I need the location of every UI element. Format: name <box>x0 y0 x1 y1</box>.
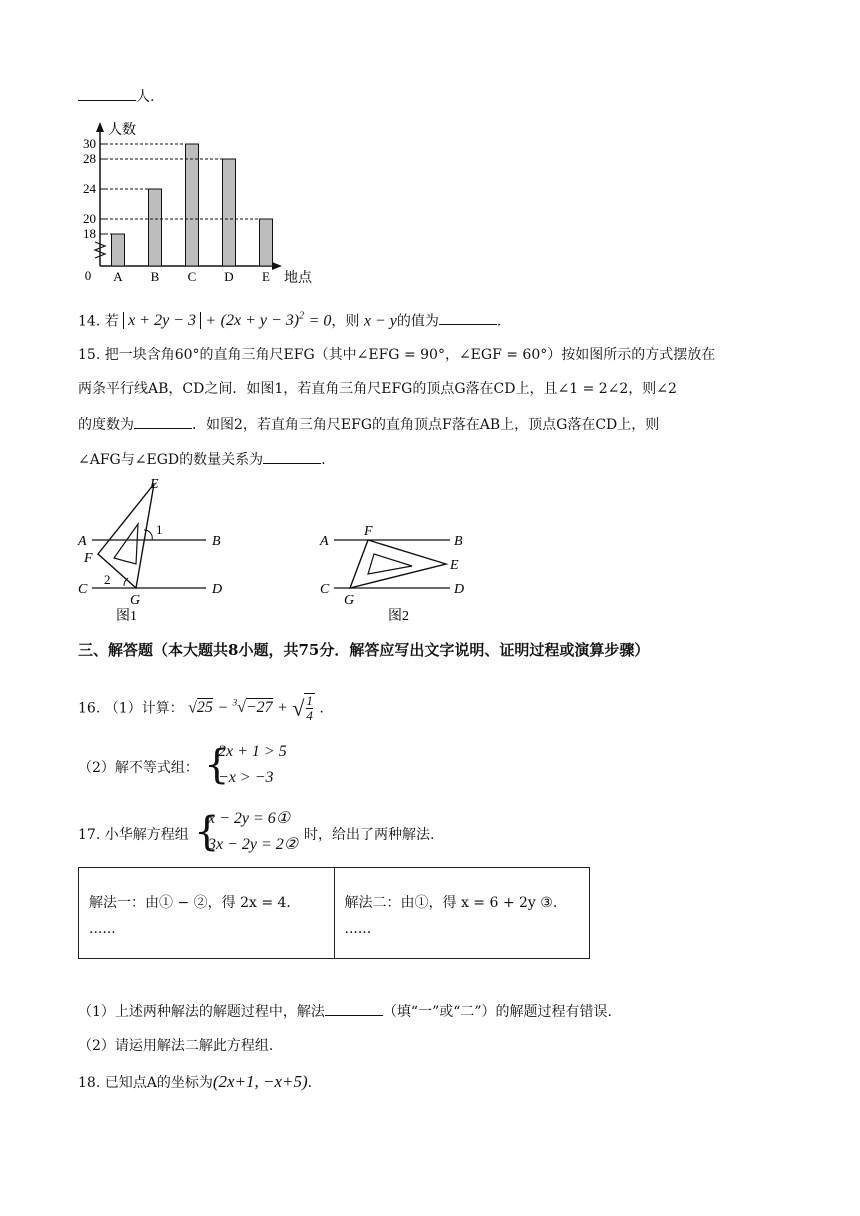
question-14: 14. 若 $x + 2y - 3 + (2x + y - 3)^2 = 0$，则 x − y的值为 . <box>78 311 502 330</box>
q13-tail: 人. <box>78 86 154 107</box>
question-17-part1: （1）上述两种解法的解题过程中，解法 （填“一”或“二”）的解题过程有错误. <box>78 1001 612 1022</box>
svg-text:D: D <box>454 582 465 597</box>
bar-D <box>223 159 236 266</box>
sqrt-fraction: √ $\frac{1}{4}$ <box>292 693 313 724</box>
x-tick-label: A <box>113 269 123 284</box>
svg-text:2: 2 <box>104 572 111 587</box>
svg-text:C: C <box>78 582 88 597</box>
y-tick-label: 20 <box>83 211 96 226</box>
square-expression: $(2x + y - 3)^2$ <box>220 311 305 330</box>
question-15-line2: 两条平行线AB，CD之间．如图1，若直角三角尺EFG的顶点G落在CD上，且∠1 = 2∠2，则∠2 <box>78 381 677 397</box>
question-18: 18. 已知点A的坐标为(2x+1, −x+5). <box>78 1072 313 1091</box>
abs-expression: x + 2y − 3 <box>123 312 201 329</box>
question-16-part1: 16. （1）计算： √25 − $^3$√−27 + √ $\frac{1}{4}$ . <box>78 686 324 720</box>
svg-text:E: E <box>150 477 159 492</box>
question-15-line4: ∠AFG与∠EGD的数量关系为 . <box>78 449 326 470</box>
y-tick-label: 18 <box>83 226 96 241</box>
svg-text:D: D <box>212 582 223 597</box>
y-tick-label: 24 <box>83 181 96 196</box>
x-tick-label: B <box>150 269 160 284</box>
question-17-part2: （2）请运用解法二解此方程组. <box>78 1038 274 1054</box>
svg-text:A: A <box>78 534 87 549</box>
figure-1-caption: 图1 <box>116 609 137 624</box>
svg-text:F: F <box>84 551 93 566</box>
bar-B <box>149 189 162 266</box>
figure-2 <box>316 518 476 626</box>
answer-blank <box>325 1001 383 1016</box>
method-2-cell: 解法二：由①，得 x = 6 + 2y ③. ...... <box>334 868 590 959</box>
svg-text:1: 1 <box>156 522 163 537</box>
bar-chart <box>70 118 330 288</box>
svg-text:G: G <box>130 593 141 608</box>
y-axis-arrow <box>96 122 104 132</box>
sqrt-25: √25 <box>188 699 213 717</box>
x-tick-label: D <box>224 269 234 284</box>
answer-blank <box>134 414 192 429</box>
cube-root: $^3$√−27 <box>232 698 273 717</box>
brace-icon: { <box>204 742 230 788</box>
svg-text:F: F <box>364 524 373 539</box>
solution-methods-table <box>78 867 590 959</box>
y-tick-label: 30 <box>83 136 96 151</box>
x-tick-label: E <box>262 269 270 284</box>
figure-2-caption: 图2 <box>388 609 409 624</box>
svg-text:B: B <box>212 534 221 549</box>
angle-2-arc <box>124 578 128 586</box>
bar-C <box>186 144 199 266</box>
bar-E <box>260 219 273 266</box>
svg-text:A: A <box>320 534 329 549</box>
figure-1 <box>74 474 234 624</box>
y-tick-label: 28 <box>83 151 96 166</box>
svg-text:B: B <box>454 534 463 549</box>
question-17: 17. 小华解方程组 { x − 2y = 6① 3x − 2y = 2② 时，给出了两种解法. <box>78 809 435 855</box>
origin-label: 0 <box>84 268 92 283</box>
answer-blank <box>439 310 497 325</box>
x-tick-label: C <box>187 269 197 284</box>
question-15-line3: 的度数为 ．如图2，若直角三角尺EFG的直角顶点F落在AB上，顶点G落在CD上，则 <box>78 414 659 435</box>
section-heading: 三、解答题（本大题共8小题，共75分．解答应写出文字说明、证明过程或演算步骤） <box>78 641 650 659</box>
bar-A <box>112 234 125 266</box>
answer-blank <box>78 86 136 101</box>
svg-text:C: C <box>320 582 330 597</box>
svg-text:G: G <box>344 593 355 608</box>
svg-text:E: E <box>450 558 459 573</box>
question-15-line1: 15. 把一块含角60°的直角三角尺EFG（其中∠EFG = 90°，∠EGF = 60°）按如图所示的方式摆放在 <box>78 347 716 363</box>
triangle-inner <box>368 554 412 574</box>
bars-layer <box>83 136 273 284</box>
brace-icon: { <box>194 809 220 855</box>
triangle-efg <box>350 540 446 588</box>
y-axis-label: 人数 <box>108 123 136 138</box>
method-1-cell: 解法一：由① − ②，得 2x = 4． ...... <box>79 868 335 959</box>
x-axis-label: 地点 <box>284 271 312 286</box>
x-axis-arrow <box>272 262 282 270</box>
answer-blank <box>263 449 321 464</box>
